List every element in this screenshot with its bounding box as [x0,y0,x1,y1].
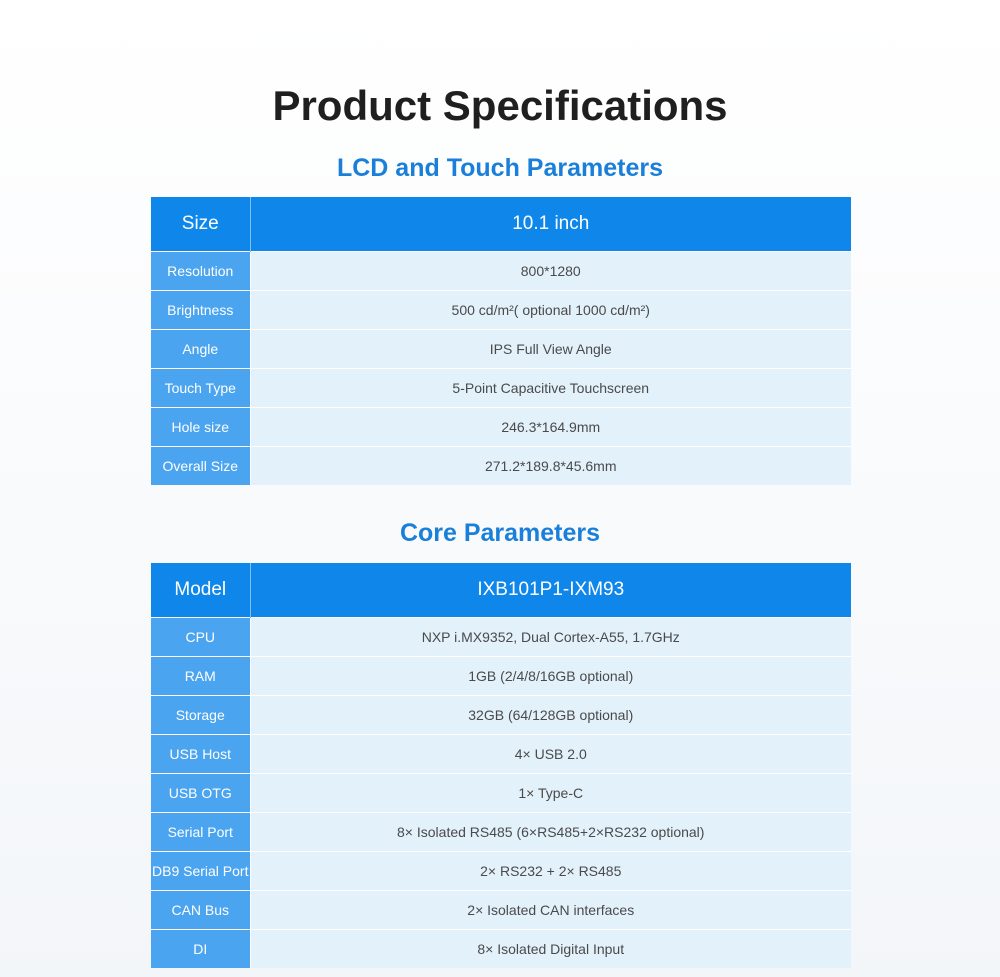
row-key: DI [151,930,250,969]
row-value: 8× Isolated Digital Input [250,930,851,969]
row-key: Serial Port [151,813,250,852]
row-value: 2× RS232 + 2× RS485 [250,852,851,891]
header-value: 10.1 inch [250,197,851,252]
row-value: 8× Isolated RS485 (6×RS485+2×RS232 optional) [250,813,851,852]
table-row [151,618,851,657]
row-key: Touch Type [151,369,250,408]
table-row [151,735,851,774]
table-header-row [151,197,851,252]
core-section-title: Core Parameters [399,519,601,547]
table-header-row [151,563,851,618]
table-row [151,369,851,408]
row-value: 271.2*189.8*45.6mm [250,447,851,486]
table-row [151,696,851,735]
row-value: 32GB (64/128GB optional) [250,696,851,735]
row-key: CAN Bus [151,891,250,930]
row-key: USB OTG [151,774,250,813]
row-key: Overall Size [151,447,250,486]
row-value: 2× Isolated CAN interfaces [250,891,851,930]
row-key: Brightness [151,291,250,330]
table-row [151,408,851,447]
table-row [151,774,851,813]
row-value: 246.3*164.9mm [250,408,851,447]
page-title: Product Specifications [272,82,728,129]
row-key: Storage [151,696,250,735]
core-spec-table [151,563,851,968]
row-key: Angle [151,330,250,369]
table-row [151,930,851,969]
table-row [151,291,851,330]
row-value: 1× Type-C [250,774,851,813]
header-key: Model [151,563,250,618]
row-value: 500 cd/m²( optional 1000 cd/m²) [250,291,851,330]
row-key: RAM [151,657,250,696]
table-row [151,330,851,369]
row-value: 800*1280 [250,252,851,291]
row-value: 4× USB 2.0 [250,735,851,774]
table-row [151,657,851,696]
table-row [151,252,851,291]
lcd-section-title: LCD and Touch Parameters [336,154,663,182]
table-row [151,852,851,891]
row-key: Hole size [151,408,250,447]
row-value: NXP i.MX9352, Dual Cortex-A55, 1.7GHz [250,618,851,657]
row-value: 5-Point Capacitive Touchscreen [250,369,851,408]
row-value: 1GB (2/4/8/16GB optional) [250,657,851,696]
lcd-spec-table [151,197,851,485]
table-row [151,891,851,930]
header-value: IXB101P1-IXM93 [250,563,851,618]
row-value: IPS Full View Angle [250,330,851,369]
table-row [151,447,851,486]
row-key: USB Host [151,735,250,774]
row-key: CPU [151,618,250,657]
header-key: Size [151,197,250,252]
row-key: Resolution [151,252,250,291]
table-row [151,813,851,852]
row-key: DB9 Serial Port [151,852,250,891]
